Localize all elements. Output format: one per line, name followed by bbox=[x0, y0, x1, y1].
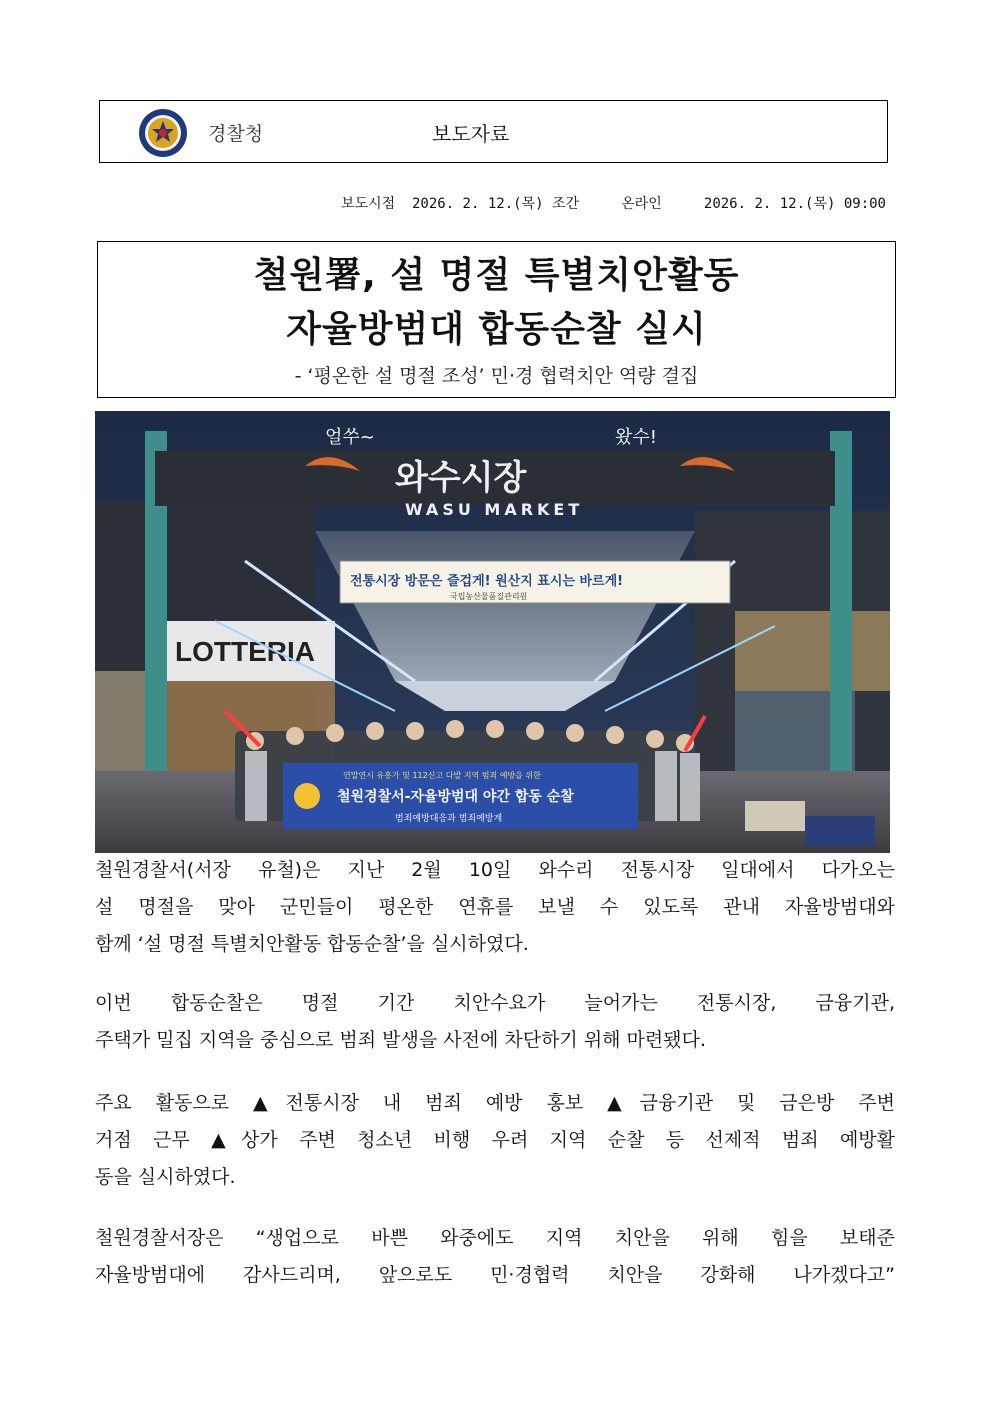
headline-line-2: 자율방범대 합동순찰 실시 bbox=[286, 309, 707, 350]
slogan-left: 얼쑤~ bbox=[325, 427, 375, 448]
paragraph-3-line-2: 거점 근무 ▲상가 주변 청소년 비행 우려 지역 순찰 등 선제적 범죄 예방활 bbox=[95, 1129, 895, 1151]
market-sign: 와수시장 bbox=[395, 458, 527, 498]
paragraph-3 bbox=[95, 1085, 895, 1196]
paragraph-4-line-2: 자율방범대에 감사드리며, 앞으로도 민·경협력 치안을 강화해 나가겠다고” bbox=[95, 1264, 895, 1286]
paragraph-4-line-1: 철원경찰서장은 “생업으로 바쁜 와중에도 지역 치안을 위해 힘을 보태준 bbox=[95, 1227, 895, 1249]
banner-top-text: 전통시장 방문은 즐겁게! 원산지 표시는 바르게! bbox=[350, 574, 624, 589]
banner-group-line1: 연말연시 유흥가 및 112신고 다발 지역 범죄 예방을 위한 bbox=[343, 771, 541, 780]
release-online-date: 2026. 2. 12.(목) 09:00 bbox=[703, 196, 886, 212]
banner-top-sub: 국립농산물품질관리원 bbox=[450, 592, 528, 601]
banner-group-line3: 범죄예방대응과 범죄예방계 bbox=[395, 814, 503, 824]
paragraph-2 bbox=[95, 985, 895, 1059]
paragraph-1 bbox=[95, 852, 895, 963]
paragraph-4 bbox=[95, 1220, 895, 1294]
paragraph-1-line-3: 함께 ‘설 명절 특별치안활동 합동순찰’을 실시하였다. bbox=[95, 933, 529, 955]
paragraph-3-line-3: 동을 실시하였다. bbox=[95, 1166, 236, 1188]
patrol-photo bbox=[95, 411, 890, 853]
document-type: 보도자료 bbox=[432, 122, 510, 146]
paragraph-3-line-1: 주요 활동으로 ▲전통시장 내 범죄 예방 홍보 ▲금융기관 및 금은방 주변 bbox=[95, 1092, 895, 1114]
release-label: 보도시점 bbox=[341, 196, 396, 212]
agency-name: 경찰청 bbox=[208, 123, 264, 145]
paragraph-1-line-1: 철원경찰서(서장 유철)은 지난 2월 10일 와수리 전통시장 일대에서 다가오는 bbox=[95, 859, 895, 881]
store-sign: LOTTERIA bbox=[175, 636, 315, 667]
headline-box bbox=[97, 241, 896, 398]
police-emblem-icon bbox=[138, 108, 188, 158]
police-logo-icon bbox=[294, 783, 320, 809]
banner-group-line2: 철원경찰서-자율방범대 야간 합동 순찰 bbox=[337, 789, 574, 805]
release-print-date: 2026. 2. 12.(목) 조간 bbox=[411, 196, 579, 212]
market-scene bbox=[95, 411, 890, 853]
subheadline: - ‘평온한 설 명절 조성’ 민·경 협력치안 역량 결집 bbox=[294, 365, 699, 387]
release-online-label: 온라인 bbox=[621, 196, 662, 212]
paragraph-1-line-2: 설 명절을 맞아 군민들이 평온한 연휴를 보낼 수 있도록 관내 자율방범대와 bbox=[95, 896, 895, 918]
paragraph-2-line-2: 주택가 밀집 지역을 중심으로 범죄 발생을 사전에 차단하기 위해 마련됐다. bbox=[95, 1029, 707, 1051]
release-time bbox=[0, 193, 886, 213]
market-sign-en: WASU MARKET bbox=[405, 500, 584, 519]
header-box bbox=[99, 100, 888, 163]
headline-line-1: 철원署, 설 명절 특별치안활동 bbox=[253, 255, 740, 296]
slogan-right: 왔수! bbox=[615, 427, 657, 448]
paragraph-2-line-1: 이번 합동순찰은 명절 기간 치안수요가 늘어가는 전통시장, 금융기관, bbox=[95, 992, 895, 1014]
